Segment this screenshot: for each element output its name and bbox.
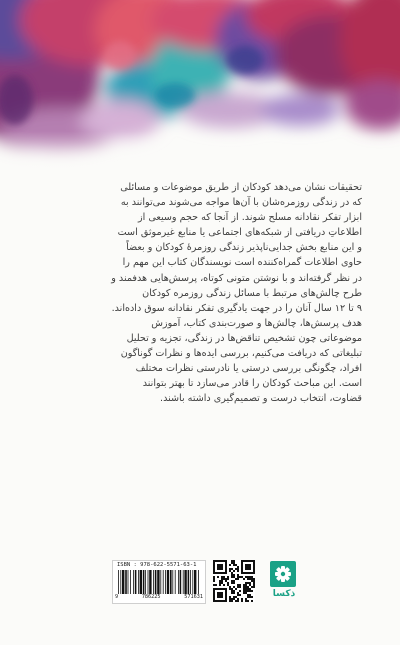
barcode-icon bbox=[117, 570, 201, 594]
description-line: حاوی اطلاعات گمراه‌کننده است نویسندگان کتاب این مهم را bbox=[122, 257, 362, 269]
isbn-label: ISBN : 978-622-5571-63-1 bbox=[117, 562, 197, 568]
description-line: ۹ تا ۱۲ سال آنان را در جهت یادگیری تفکر نقادانه سوق داده‌اند. bbox=[111, 302, 362, 314]
barcode-digit-lead: 9 bbox=[115, 594, 119, 600]
watercolor-header bbox=[0, 0, 400, 175]
barcode-digits-right: 571631 bbox=[184, 594, 203, 600]
description-line: قضاوت، انتخاب درست و تصمیم‌گیری داشته باشند. bbox=[160, 393, 362, 405]
book-description bbox=[40, 180, 362, 406]
publisher-name: ذکسا bbox=[272, 589, 296, 599]
description-line: تحقیقات نشان می‌دهد کودکان از طریق موضوعات و مسائلی bbox=[120, 182, 362, 193]
qr-code-icon bbox=[213, 560, 255, 602]
description-line: در نظر گرفته‌اند و با نوشتن متونی کوتاه، پرسش‌هایی هدفمند و bbox=[111, 272, 362, 284]
description-line: موضوعاتی چون تشخیص تناقض‌ها در زندگی، تجزیه و تحلیل bbox=[126, 332, 362, 344]
publisher-logo bbox=[270, 561, 298, 599]
description-line: ابزار تفکر نقادانه مسلح شوند. از آنجا که حجم وسیعی از bbox=[137, 212, 362, 224]
description-line: هدف پرسش‌ها، چالش‌ها و صورت‌بندی کتاب، آموزش bbox=[151, 317, 362, 329]
description-line: تبلیغاتی که دریافت می‌کنیم، بررسی ایده‌ها و نظرات گوناگون bbox=[120, 348, 362, 360]
description-line: و این منابع بخش جدایی‌ناپذیر زندگی روزمرهٔ کودکان و بعضاً bbox=[126, 242, 362, 254]
publisher-logo-icon bbox=[270, 561, 296, 587]
description-line: افراد، چگونگی بررسی درستی یا نادرستی نظرات مختلف bbox=[135, 363, 362, 375]
description-line: اطلاعاتِ دریافتی از شبکه‌های اجتماعی یا منابع غیرموثق است bbox=[117, 227, 362, 239]
description-line: است. این مباحث کودکان را قادر می‌سازد تا بهتر بتوانند bbox=[142, 378, 362, 390]
barcode-digits-left: 786225 bbox=[141, 594, 161, 600]
isbn-barcode bbox=[112, 560, 206, 604]
barcode-digits bbox=[115, 594, 203, 600]
description-line: طرح چالش‌های مرتبط با مسائل زندگی روزمره کودکان bbox=[142, 287, 362, 299]
description-line: که در زندگی روزمره‌شان با آن‌ها مواجه می‌شوند می‌توانند به bbox=[120, 197, 362, 209]
